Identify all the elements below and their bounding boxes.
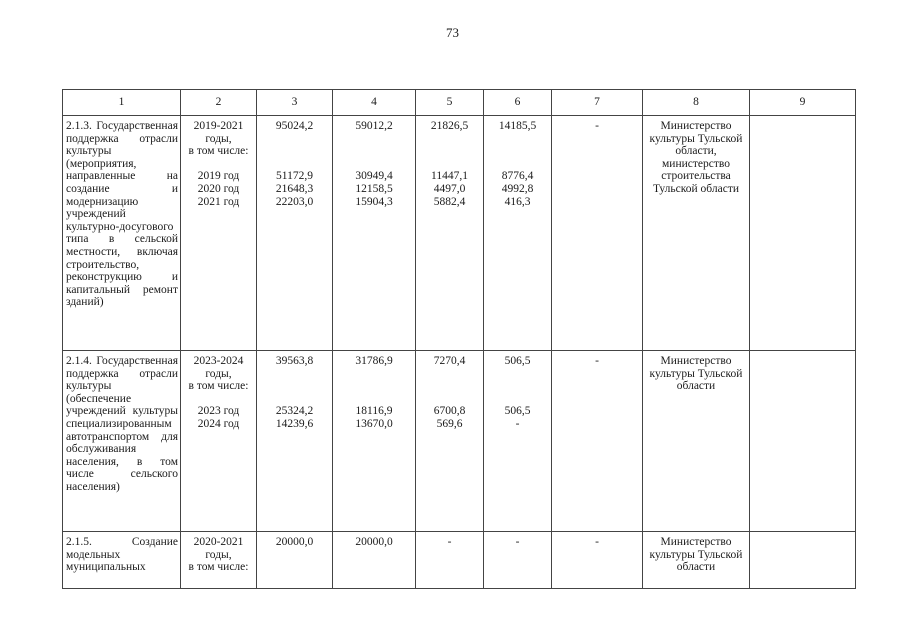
year-value: 416,3 (504, 195, 531, 208)
table-row (63, 351, 856, 532)
period-range: 2023-2024 (193, 355, 244, 367)
col5-cell (416, 351, 484, 532)
col3-cell (257, 351, 333, 532)
year-value: 21648,3 (275, 182, 314, 195)
year-value: 569,6 (436, 417, 463, 430)
year-value: 15904,3 (355, 195, 393, 208)
year-value: 22203,0 (275, 195, 314, 208)
total-value: 39563,8 (275, 355, 314, 367)
year-value: 11447,1 (431, 170, 468, 183)
year-value: 5882,4 (433, 195, 466, 208)
period-cell (181, 116, 257, 351)
year-value: 13670,0 (355, 417, 393, 430)
col-header-5: 5 (416, 90, 484, 116)
activity-name: 2.1.5. Создание модельных муниципальных (63, 532, 181, 589)
program-table (62, 89, 856, 589)
page-number: 73 (446, 25, 459, 40)
col4-cell (333, 351, 416, 532)
total-value: 506,5 (504, 355, 531, 367)
period-cell (181, 532, 257, 589)
year-value: 18116,9 (355, 405, 393, 418)
col-header-9: 9 (750, 90, 856, 116)
period-including: в том числе: (188, 561, 249, 574)
col-header-6: 6 (484, 90, 552, 116)
activity-name: 2.1.3. Государственная поддержка отрасли культуры (мероприятия, направленные на создание и модернизацию учреждений культурно-досугового типа в сельской местности, включая строительство, реконструкцию и капитальный ремонт зданий) (63, 116, 181, 351)
year-value: 30949,4 (355, 170, 393, 183)
year-value: 14239,6 (275, 417, 314, 430)
col6-cell (484, 116, 552, 351)
total-value: 95024,2 (275, 120, 314, 132)
year-value: 4497,0 (433, 182, 466, 195)
year-value: 6700,8 (433, 405, 466, 418)
total-value: 7270,4 (433, 355, 466, 367)
col-header-1: 1 (63, 90, 181, 116)
year-value: 506,5 (504, 405, 531, 418)
total-value: 59012,2 (355, 120, 393, 132)
year-value: 8776,4 (501, 170, 534, 183)
year-label: 2023 год (197, 405, 240, 418)
col3-cell (257, 532, 333, 589)
col-header-3: 3 (257, 90, 333, 116)
total-value: - (515, 536, 520, 548)
year-value: 4992,8 (501, 182, 534, 195)
total-value: 20000,0 (355, 536, 393, 548)
period-label: годы, (205, 132, 232, 145)
col-header-2: 2 (181, 90, 257, 116)
col4-cell (333, 116, 416, 351)
year-label: 2019 год (197, 170, 240, 183)
period-range: 2019-2021 (193, 120, 244, 132)
col5-cell (416, 116, 484, 351)
year-value: 25324,2 (275, 405, 314, 418)
period-including: в том числе: (188, 145, 249, 158)
total-value: 31786,9 (355, 355, 393, 367)
year-value: 51172,9 (276, 170, 313, 183)
total-value: 14185,5 (498, 120, 537, 132)
year-label: 2020 год (197, 182, 240, 195)
col7-cell: - (552, 351, 643, 532)
total-value: - (447, 536, 452, 548)
period-range: 2020-2021 (193, 536, 244, 548)
period-label: годы, (205, 367, 232, 380)
activity-name: 2.1.4. Государственная поддержка отрасли культуры (обеспечение учреждений культуры специализированным автотранспортом для обслуживания населения, в том числе сельского населения) (63, 351, 181, 532)
year-label: 2021 год (197, 195, 240, 208)
col7-cell: - (552, 532, 643, 589)
col4-cell (333, 532, 416, 589)
col6-cell (484, 532, 552, 589)
total-value: 21826,5 (430, 120, 469, 132)
year-value: 12158,5 (355, 182, 393, 195)
col-header-4: 4 (333, 90, 416, 116)
responsible-org: Министерство культуры Тульской области (643, 351, 750, 532)
year-label: 2024 год (197, 417, 240, 430)
col9-cell (750, 351, 856, 532)
col6-cell (484, 351, 552, 532)
col-header-8: 8 (643, 90, 750, 116)
table-row (63, 532, 856, 589)
total-value: 20000,0 (275, 536, 314, 548)
year-value: - (515, 417, 520, 430)
period-label: годы, (205, 548, 232, 561)
period-including: в том числе: (188, 380, 249, 393)
responsible-org: Министерство культуры Тульской области, министерство строительства Тульской области (643, 116, 750, 351)
table-row (63, 116, 856, 351)
period-cell (181, 351, 257, 532)
header-row (63, 90, 856, 116)
responsible-org: Министерство культуры Тульской области (643, 532, 750, 589)
col9-cell (750, 116, 856, 351)
col3-cell (257, 116, 333, 351)
col9-cell (750, 532, 856, 589)
col5-cell (416, 532, 484, 589)
col7-cell: - (552, 116, 643, 351)
col-header-7: 7 (552, 90, 643, 116)
